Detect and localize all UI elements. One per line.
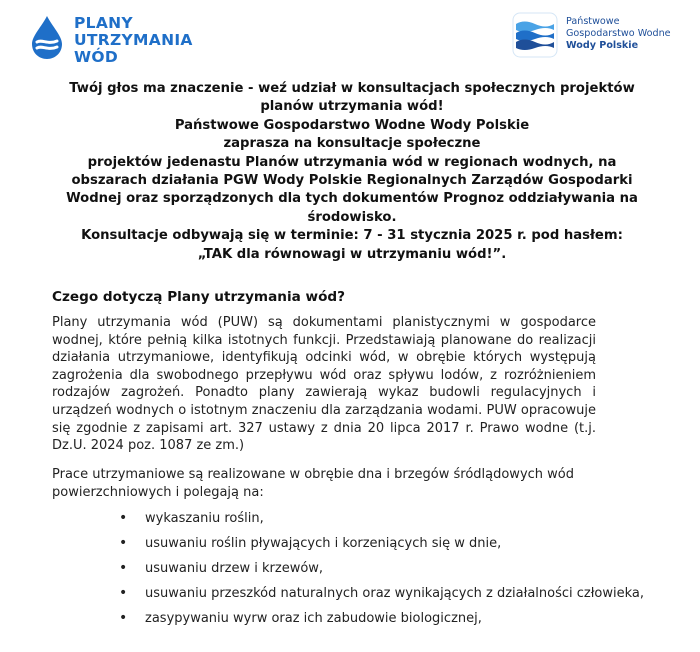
announcement-headline (52, 80, 652, 264)
water-drop-logo-icon (28, 14, 66, 60)
logo-right-line1: Państwowe (566, 16, 620, 27)
headline-line: Państwowe Gospodarstwo Wodne Wody Polskie (174, 117, 530, 133)
logo-right-line3: Wody Polskie (566, 40, 639, 51)
logo-text-line1: PLANY (74, 14, 133, 32)
headline-line: Wodnej oraz sporządzonych dla tych dokumentów Prognoz oddziaływania na (66, 191, 638, 207)
list-item (52, 585, 652, 603)
bullet-icon: • (119, 584, 128, 601)
headline-line: zaprasza na konsultacje społeczne (223, 136, 481, 152)
bullet-icon: • (119, 510, 128, 526)
logo-text-line2: UTRZYMANIA (74, 31, 193, 49)
plany-utrzymania-wod-logo (28, 10, 208, 70)
list-item-text: usuwaniu drzew i krzewów, (145, 560, 324, 576)
list-item-text: usuwaniu roślin pływających i korzeniących się w dnie, (145, 535, 502, 551)
headline-line: projektów jedenastu Planów utrzymania wód w regionach wodnych, na (87, 154, 617, 170)
logo-right-line2: Gospodarstwo Wodne (566, 28, 671, 39)
bullet-icon: • (119, 609, 128, 626)
list-item (52, 560, 652, 578)
list-item (52, 510, 652, 528)
list-item-text: zasypywaniu wyrw oraz ich zabudowie biologicznej, (145, 610, 482, 626)
headline-line: Twój głos ma znaczenie - weź udział w konsultacjach społecznych projektów (69, 81, 635, 96)
bullet-icon: • (119, 534, 128, 551)
wody-polskie-logo (512, 12, 682, 60)
section-title: Czego dotyczą Plany utrzymania wód? (52, 289, 346, 305)
headline-line: „TAK dla równowagi w utrzymaniu wód!”. (197, 246, 507, 262)
list-item (52, 610, 652, 628)
maintenance-works-list (52, 510, 652, 635)
wody-polskie-emblem-icon (512, 12, 558, 58)
list-item-text: usuwaniu przeszkód naturalnych oraz wynikających z działalności człowieka, (145, 585, 645, 601)
headline-line: planów utrzymania wód! (260, 99, 444, 115)
headline-line: obszarach działania PGW Wody Polskie Regionalnych Zarządów Gospodarki (71, 173, 633, 189)
bullet-icon: • (119, 559, 128, 576)
list-item-text: wykaszaniu roślin, (145, 511, 264, 526)
paragraph-maintenance-intro: Prace utrzymaniowe są realizowane w obrębie dna i brzegów śródlądowych wód powierzchniowych i polegają na: (52, 467, 574, 500)
headline-line: środowisko. (307, 209, 397, 225)
headline-line: Konsultacje odbywają się w terminie: 7 - 31 stycznia 2025 r. pod hasłem: (81, 228, 623, 244)
list-item (52, 535, 652, 553)
paragraph-puw-definition: Plany utrzymania wód (PUW) są dokumentami planistycznymi w gospodarce wodnej, które pełnią kilka istotnych funkcji. Przedstawiają planowane do realizacji działania utrzymaniowe, identyfikują odcinki wód, w obrębie których występują zagrożenia dla swobodnego przepływu wód oraz spływu lodów, z rozróżnieniem rodzajów zagrożeń. Ponadto plany zawierają wykaz budowli regulacyjnych i urządzeń wodnych o istotnym znaczeniu dla zarządzania wodami. PUW opracowuje się zgodnie z zapisami art. 327 ustawy z dnia 20 lipca 2017 r. Prawo wodne (t.j. Dz.U. 2024 poz. 1087 ze zm.) (52, 315, 596, 454)
logo-text-line3: WÓD (74, 48, 119, 66)
